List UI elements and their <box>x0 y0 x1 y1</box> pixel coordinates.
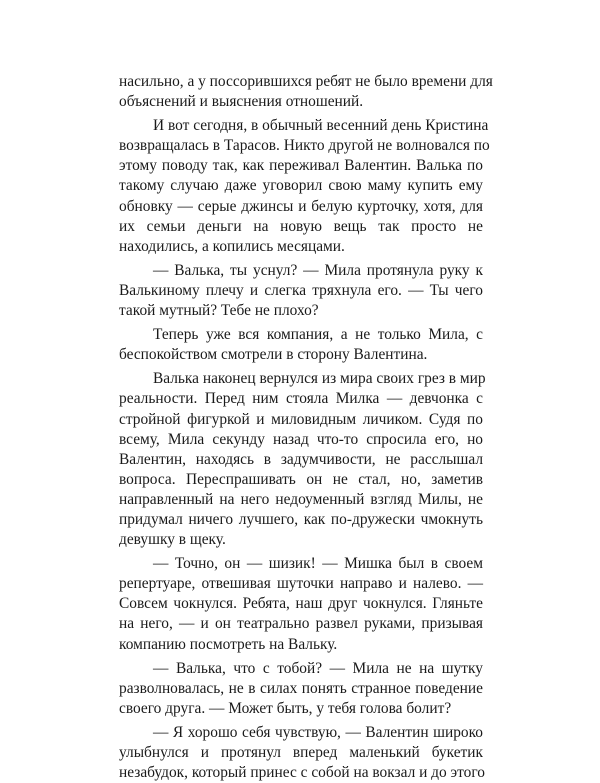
text-line: этому поводу так, как переживал Валентин. Валька по <box>119 157 483 175</box>
text-line: возвращалась в Тарасов. Никто другой не волновался по <box>119 137 490 155</box>
text-line: — Валька, ты уснул? — Мила протянула руку к <box>153 261 483 279</box>
text-line: насильно, а у поссорившихся ребят не было времени для <box>119 73 493 90</box>
text-line: разволновалась, не в силах понять странное поведение <box>119 679 483 697</box>
text-line: вопроса. Переспрашивать он не стал, но, заметив <box>119 470 483 488</box>
text-line: стройной фигуркой и миловидным личиком. Судя по <box>119 410 483 428</box>
text-line: такому случаю даже уговорил свою маму купить ему <box>119 177 483 195</box>
text-line: их семьи деньги на новую вещь так просто не <box>119 217 483 235</box>
text-line: незабудок, который принес с собой на вокзал и до этого <box>119 764 485 782</box>
text-line: объяснений и выяснения отношений. <box>119 93 364 111</box>
text-line: на него, — и он театрально развел руками, призывая <box>119 615 483 633</box>
text-line: Теперь уже вся компания, а не только Мила, с <box>153 326 483 344</box>
text-line: придумал ничего лучшего, как по-дружески чмокнуть <box>119 510 483 528</box>
text-line: девушку в щеку. <box>119 531 226 549</box>
paragraph <box>119 116 490 257</box>
text-line: обновку — серые джинсы и белую курточку, хотя, для <box>119 197 483 215</box>
paragraph <box>119 261 483 321</box>
text-line: — Точно, он — шизик! — Мишка был в своем <box>153 555 483 573</box>
text-line: Валентин, находясь в задумчивости, не расслышал <box>119 450 483 468</box>
text-line: всему, Мила секунду назад что-то спросила его, но <box>119 430 483 448</box>
paragraph <box>119 369 486 550</box>
text-line: — Я хорошо себя чувствую, — Валентин широко <box>153 723 483 741</box>
text-line: компанию посмотреть на Вальку. <box>119 635 338 653</box>
text-line: И вот сегодня, в обычный весенний день Кристина <box>153 117 489 135</box>
text-line: репертуаре, отвешивая шуточки направо и налево. — <box>119 575 483 593</box>
text-line: направленный на него недоуменный взгляд Милы, не <box>119 490 483 508</box>
text-line: беспокойством смотрели в сторону Валентина. <box>119 346 428 364</box>
body-text <box>119 72 493 783</box>
text-line: находились, а копились месяцами. <box>119 237 345 255</box>
text-line: такой мутный? Тебе не плохо? <box>119 302 319 320</box>
paragraph <box>119 72 493 112</box>
text-line: Совсем чокнулся. Ребята, наш друг чокнулся. Гляньте <box>119 595 483 613</box>
text-line: Валька наконец вернулся из мира своих грез в мир <box>153 370 486 388</box>
paragraph <box>119 723 483 783</box>
paragraph <box>119 659 483 719</box>
paragraph <box>119 325 483 365</box>
text-line: реальности. Перед ним стояла Милка — девчонка с <box>119 390 483 408</box>
text-line: — Валька, что с тобой? — Мила не на шутку <box>153 659 483 677</box>
paragraph <box>119 554 483 654</box>
text-line: своего друга. — Может быть, у тебя голова болит? <box>119 699 452 717</box>
text-line: улыбнулся и протянул вперед маленький букетик <box>119 744 483 761</box>
text-line: Валькиному плечу и слегка тряхнула его. — Ты чего <box>119 281 483 299</box>
